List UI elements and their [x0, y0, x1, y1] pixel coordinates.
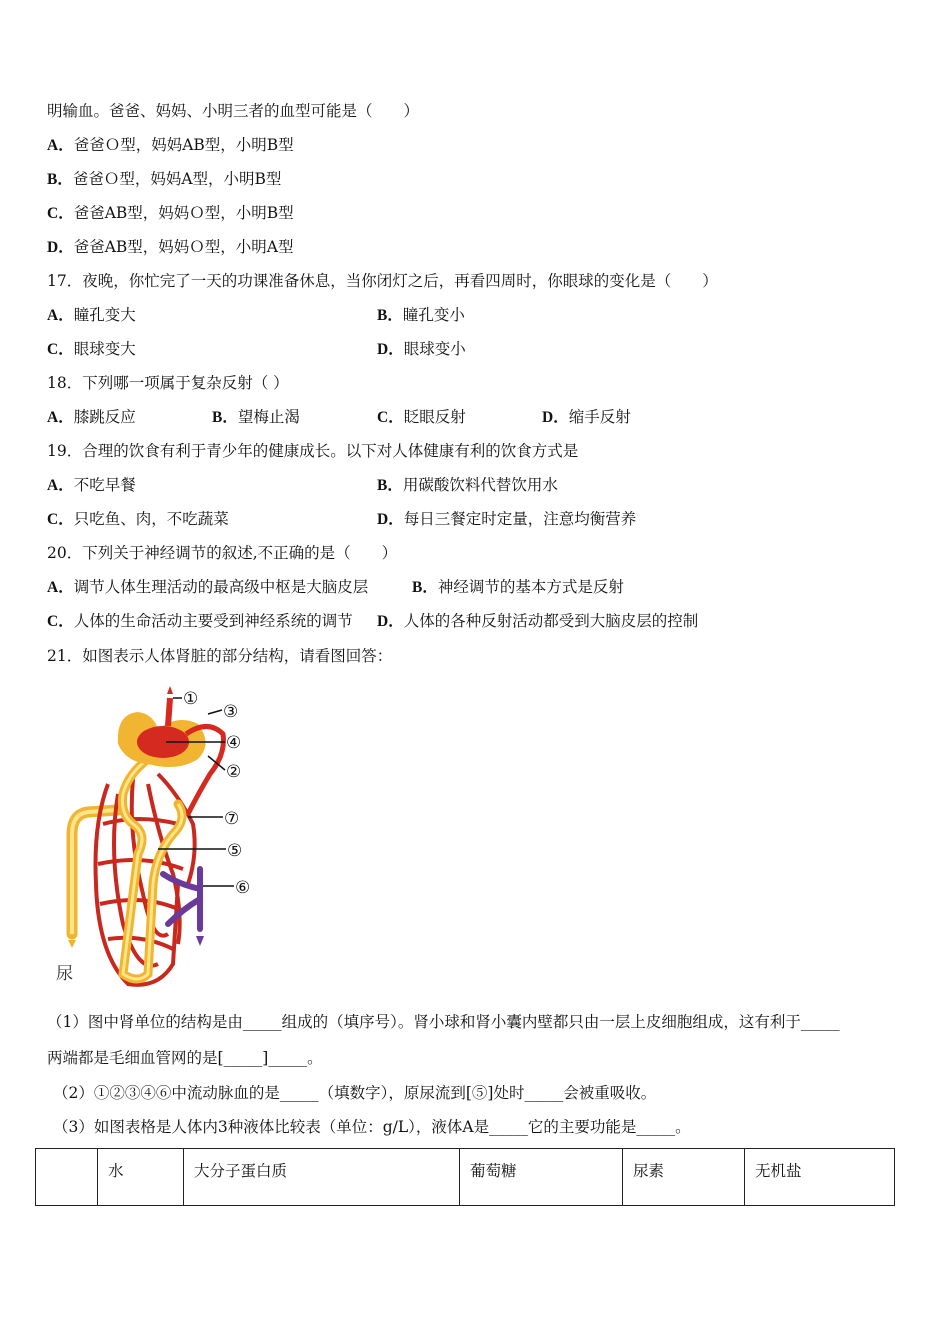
label-7: ⑦: [224, 809, 240, 829]
q16-option-d[interactable]: [47, 236, 293, 259]
option-text: 人体的各种反射活动都受到大脑皮层的控制: [403, 612, 699, 630]
q18-stem: 18．下列哪一项属于复杂反射（ ）: [47, 374, 289, 392]
option-text: 爸爸Ｏ型，妈妈A型，小明B型: [72, 170, 282, 188]
option-letter: B．: [412, 579, 438, 596]
q20-option-b[interactable]: [412, 576, 624, 599]
table-header-cell: 无机盐: [745, 1149, 895, 1206]
option-letter: D．: [542, 409, 569, 426]
option-letter: C．: [47, 613, 74, 630]
q17-stem: 17．夜晚，你忙完了一天的功课准备休息，当你闭灯之后，再看四周时，你眼球的变化是（ ）: [47, 272, 718, 290]
q19-option-b[interactable]: [377, 474, 558, 497]
table-header-cell: 尿素: [623, 1149, 745, 1206]
q16-option-b[interactable]: [47, 168, 281, 191]
q21-sub1-line1: （1）图中肾单位的结构是由_____组成的（填序号）。肾小球和肾小囊内壁都只由一层上皮细胞组成，这有利于_____: [47, 1013, 840, 1031]
q19-stem: 19．合理的饮食有利于青少年的健康成长。以下对人体健康有利的饮食方式是: [47, 442, 579, 460]
option-letter: A．: [47, 477, 74, 494]
option-letter: A．: [47, 579, 74, 596]
option-letter: A．: [47, 307, 74, 324]
table-header-cell: [36, 1149, 98, 1206]
artery-arrow: [167, 686, 173, 694]
option-letter: B．: [212, 409, 238, 426]
label-6: ⑥: [235, 878, 251, 898]
urine-label: 尿: [56, 964, 73, 984]
option-text: 眼球变大: [73, 340, 136, 358]
option-text: 人体的生命活动主要受到神经系统的调节: [73, 612, 353, 630]
q16-stem: 明输血。爸爸、妈妈、小明三者的血型可能是（ ）: [47, 102, 420, 120]
urine-arrow: [68, 940, 76, 948]
q21-stem: 21．如图表示人体肾脏的部分结构，请看图回答：: [47, 647, 393, 665]
nephron-diagram: [48, 684, 268, 994]
option-letter: D．: [377, 613, 404, 630]
option-letter: B．: [377, 307, 403, 324]
q19-option-a[interactable]: [47, 474, 136, 497]
afferent-arteriole: [168, 698, 170, 726]
option-letter: C．: [47, 205, 74, 222]
option-letter: D．: [47, 239, 74, 256]
fluid-comparison-table: [35, 1148, 895, 1206]
vein-arrow: [196, 936, 204, 946]
option-text: 爸爸AB型，妈妈Ｏ型，小明B型: [73, 204, 294, 222]
option-text: 不吃早餐: [73, 476, 136, 494]
q18-option-b[interactable]: [212, 406, 300, 429]
option-text: 瞳孔变大: [73, 306, 136, 324]
q20-stem: 20．下列关于神经调节的叙述,不正确的是（ ）: [47, 544, 398, 562]
label-2: ②: [226, 762, 242, 782]
option-letter: D．: [377, 341, 404, 358]
option-letter: A．: [47, 137, 74, 154]
option-letter: C．: [377, 409, 404, 426]
option-text: 每日三餐定时定量，注意均衡营养: [403, 510, 637, 528]
option-letter: C．: [47, 341, 74, 358]
option-text: 眨眼反射: [403, 408, 466, 426]
q18-option-a[interactable]: [47, 406, 136, 429]
table-header-cell: 葡萄糖: [460, 1149, 623, 1206]
option-letter: A．: [47, 409, 74, 426]
table-header-cell: 大分子蛋白质: [184, 1149, 460, 1206]
option-letter: B．: [377, 477, 403, 494]
table-header-row: [36, 1149, 895, 1206]
q17-option-c[interactable]: [47, 338, 136, 361]
option-text: 瞳孔变小: [402, 306, 465, 324]
q19-option-d[interactable]: [377, 508, 636, 531]
option-letter: C．: [47, 511, 74, 528]
label-5: ⑤: [227, 841, 243, 861]
q19-option-c[interactable]: [47, 508, 229, 531]
q20-option-d[interactable]: [377, 610, 698, 633]
q20-option-c[interactable]: [47, 610, 353, 633]
option-text: 用碳酸饮料代替饮用水: [402, 476, 558, 494]
label-1: ①: [183, 689, 199, 709]
option-text: 缩手反射: [568, 408, 631, 426]
option-letter: D．: [377, 511, 404, 528]
option-text: 爸爸Ｏ型，妈妈AB型，小明B型: [73, 136, 294, 154]
q17-option-a[interactable]: [47, 304, 136, 327]
option-letter: B．: [47, 171, 73, 188]
q16-option-a[interactable]: [47, 134, 294, 157]
q20-option-a[interactable]: [47, 576, 368, 599]
q18-option-c[interactable]: [377, 406, 466, 429]
q21-sub1-line2: 两端都是毛细血管网的是[_____]_____。: [47, 1049, 323, 1067]
label-4: ④: [226, 733, 242, 753]
table-header-cell: 水: [98, 1149, 184, 1206]
option-text: 膝跳反应: [73, 408, 136, 426]
q16-option-c[interactable]: [47, 202, 294, 225]
option-text: 眼球变小: [403, 340, 466, 358]
q21-sub2: （2）①②③④⑥中流动脉血的是_____（填数字），原尿流到[⑤]处时_____会被重吸收。: [53, 1084, 657, 1102]
option-text: 只吃鱼、肉，不吃蔬菜: [73, 510, 229, 528]
label-3: ③: [223, 702, 239, 722]
option-text: 神经调节的基本方式是反射: [437, 578, 624, 596]
q21-sub3: （3）如图表格是人体内3种液体比较表（单位：g/L），液体A是_____它的主要功能是_____。: [53, 1118, 691, 1136]
option-text: 调节人体生理活动的最高级中枢是大脑皮层: [73, 578, 369, 596]
option-text: 望梅止渴: [237, 408, 300, 426]
option-text: 爸爸AB型，妈妈Ｏ型，小明A型: [73, 238, 294, 256]
q18-option-d[interactable]: [542, 406, 631, 429]
q17-option-d[interactable]: [377, 338, 466, 361]
q17-option-b[interactable]: [377, 304, 465, 327]
